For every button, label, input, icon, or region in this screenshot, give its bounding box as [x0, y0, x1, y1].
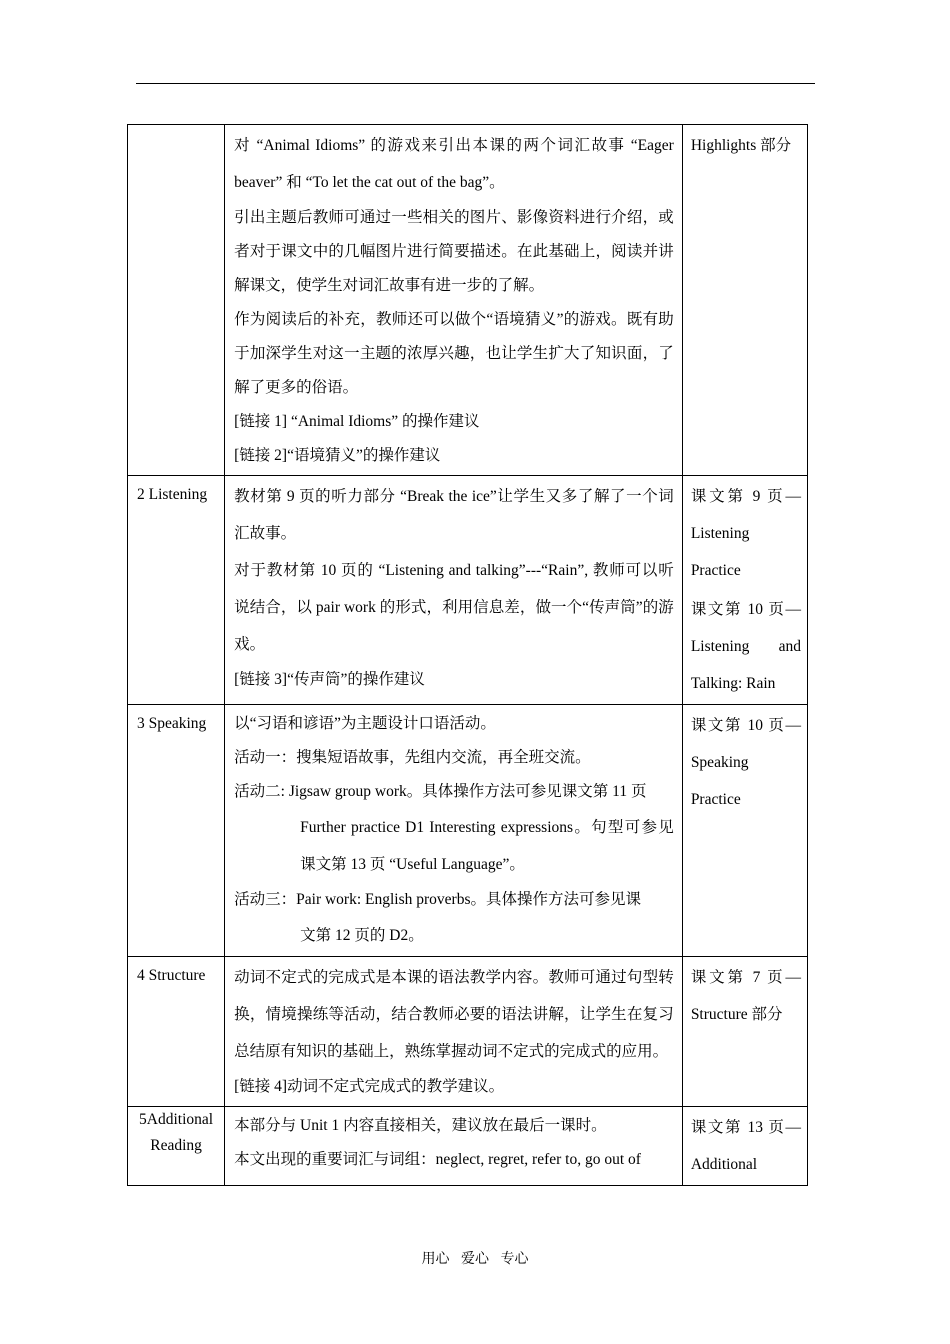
section-label: 2 Listening	[137, 486, 208, 503]
table-row	[128, 705, 808, 957]
paragraph: 本部分与 Unit 1 内容直接相关，建议放在最后一课时。	[234, 1117, 607, 1134]
reference-text: 课文第 10 页—Listening and Talking: Rain	[690, 601, 801, 692]
paragraph: 作为阅读后的补充，教师还可以做个“语境猜义”的游戏。既有助于加深学生对这一主题的浓厚兴趣，也让学生扩大了知识面，了解了更多的俗语。	[234, 311, 674, 396]
section-cell	[128, 705, 225, 957]
section-label: 3 Speaking	[137, 715, 207, 732]
link-note: [链接 2]“语境猜义”的操作建议	[234, 447, 441, 464]
reference-cell	[682, 957, 807, 1107]
content-cell	[225, 705, 683, 957]
section-label: 4 Structure	[137, 967, 206, 984]
header-rule	[136, 83, 815, 84]
section-cell	[128, 476, 225, 705]
table-row	[128, 125, 808, 476]
table-row	[128, 476, 808, 705]
section-label: 5Additional Reading	[139, 1111, 214, 1154]
lesson-plan-table	[127, 124, 808, 1186]
paragraph: 活动一：搜集短语故事，先组内交流，再全班交流。	[234, 749, 591, 766]
reference-cell	[682, 705, 807, 957]
content-cell	[225, 476, 683, 705]
paragraph-indented: Further practice D1 Interesting expressions。句型可参见课文第 13 页 “Useful Language”。	[300, 819, 674, 873]
reference-cell	[682, 476, 807, 705]
reference-text: 课文第 13 页—Additional	[690, 1119, 801, 1173]
paragraph: 动词不定式的完成式是本课的语法教学内容。教师可通过句型转换，情境操练等活动，结合教师必要的语法讲解，让学生在复习总结原有知识的基础上，熟练掌握动词不定式的完成式的应用。	[234, 969, 674, 1060]
link-note: [链接 4]动词不定式完成式的教学建议。	[234, 1078, 505, 1095]
section-cell	[128, 957, 225, 1107]
reference-text: 课文第 10 页—Speaking Practice	[690, 717, 801, 808]
reference-cell	[682, 1107, 807, 1186]
paragraph: 活动二: Jigsaw group work。具体操作方法可参见课文第 11 页	[234, 783, 647, 800]
reference-text: Highlights 部分	[690, 137, 792, 154]
paragraph: 活动三：Pair work: English proverbs。具体操作方法可参见课	[234, 891, 641, 908]
paragraph: 引出主题后教师可通过一些相关的图片、影像资料进行介绍，或者对于课文中的几幅图片进行简要描述。在此基础上，阅读并讲解课文，使学生对词汇故事有进一步的了解。	[234, 209, 674, 294]
section-cell	[128, 1107, 225, 1186]
page-footer: 用心 爱心 专心	[421, 1252, 529, 1267]
link-note: [链接 1] “Animal Idioms” 的操作建议	[234, 413, 480, 430]
table-row	[128, 957, 808, 1107]
paragraph: 教材第 9 页的听力部分 “Break the ice”让学生又多了解了一个词汇故事。	[234, 488, 674, 542]
reference-text: 课文第 7 页—Structure 部分	[690, 969, 801, 1023]
paragraph: 对 “Animal Idioms” 的游戏来引出本课的两个词汇故事 “Eager beaver” 和 “To let the cat out of the bag”。	[234, 137, 674, 191]
link-note: [链接 3]“传声筒”的操作建议	[234, 671, 425, 688]
reference-text: 课文第 9 页—Listening Practice	[690, 488, 801, 579]
paragraph-indented: 文第 12 页的 D2。	[300, 927, 424, 944]
content-cell	[225, 125, 683, 476]
content-cell	[225, 1107, 683, 1186]
paragraph: 本文出现的重要词汇与词组：neglect, regret, refer to, go out of	[234, 1151, 641, 1168]
section-cell	[128, 125, 225, 476]
paragraph: 以“习语和谚语”为主题设计口语活动。	[234, 715, 496, 732]
paragraph: 对于教材第 10 页的 “Listening and talking”---“Rain”, 教师可以听说结合，以 pair work 的形式，利用信息差，做一个“传声筒”的游戏。	[234, 562, 674, 653]
table-row	[128, 1107, 808, 1186]
reference-cell	[682, 125, 807, 476]
content-cell	[225, 957, 683, 1107]
